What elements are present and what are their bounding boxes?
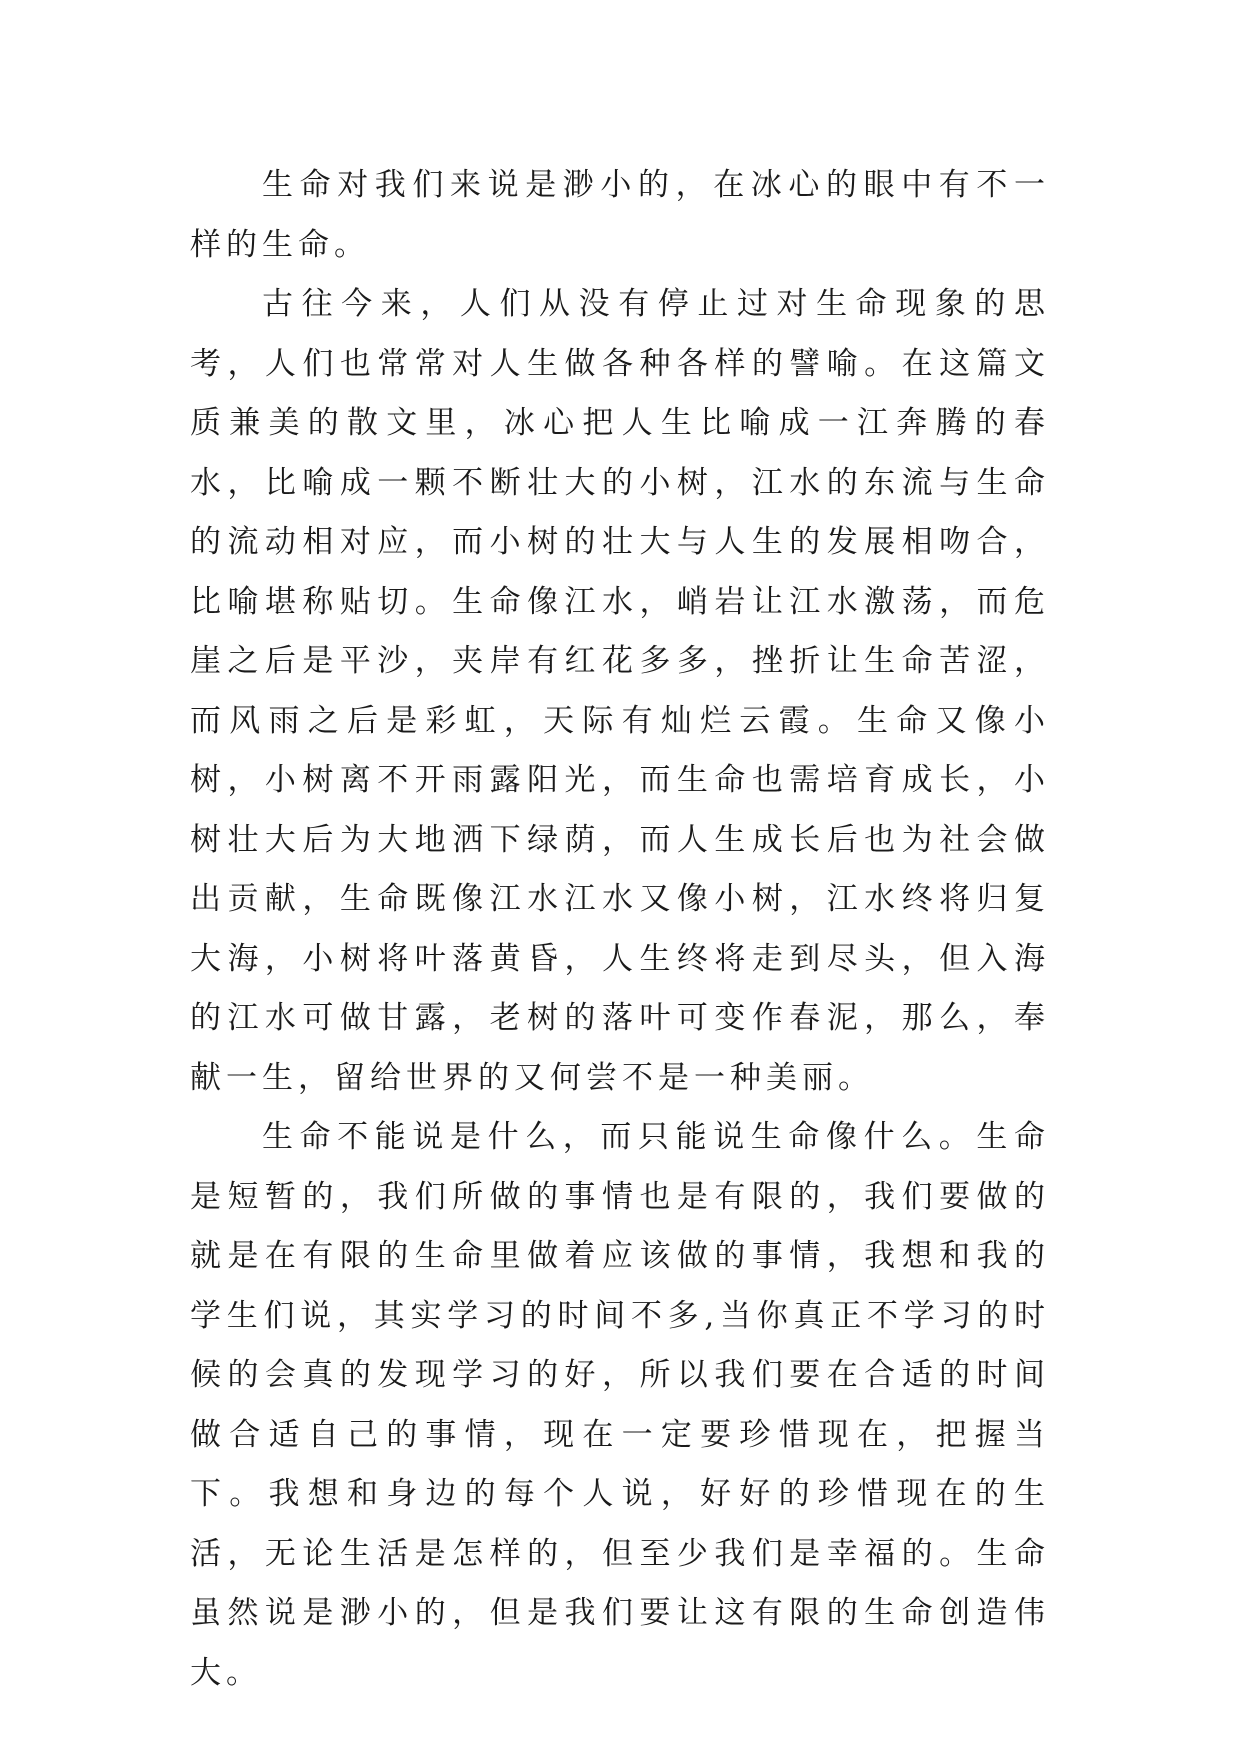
document-body xyxy=(190,156,1050,1703)
paragraph-2: 古往今来，人们从没有停止过对生命现象的思考，人们也常常对人生做各种各样的譬喻。在这篇文质兼美的散文里，冰心把人生比喻成一江奔腾的春水，比喻成一颗不断壮大的小树，江水的东流与生命的流动相对应，而小树的壮大与人生的发展相吻合，比喻堪称贴切。生命像江水，峭岩让江水激荡，而危崖之后是平沙，夹岸有红花多多，挫折让生命苦涩，而风雨之后是彩虹，天际有灿烂云霞。生命又像小树，小树离不开雨露阳光，而生命也需培育成长，小树壮大后为大地洒下绿荫，而人生成长后也为社会做出贡献，生命既像江水江水又像小树，江水终将归复大海，小树将叶落黄昏，人生终将走到尽头，但入海的江水可做甘露，老树的落叶可变作春泥，那么，奉献一生，留给世界的又何尝不是一种美丽。 xyxy=(190,286,1050,1096)
paragraph-1: 生命对我们来说是渺小的，在冰心的眼中有不一样的生命。 xyxy=(190,167,1050,263)
paragraph-3: 生命不能说是什么，而只能说生命像什么。生命是短暂的，我们所做的事情也是有限的，我们要做的就是在有限的生命里做着应该做的事情，我想和我的学生们说，其实学习的时间不多,当你真正不学习的时候的会真的发现学习的好，所以我们要在合适的时间做合适自己的事情，现在一定要珍惜现在，把握当下。我想和身边的每个人说，好好的珍惜现在的生活，无论生活是怎样的，但至少我们是幸福的。生命虽然说是渺小的，但是我们要让这有限的生命创造伟大。 xyxy=(190,1119,1050,1691)
